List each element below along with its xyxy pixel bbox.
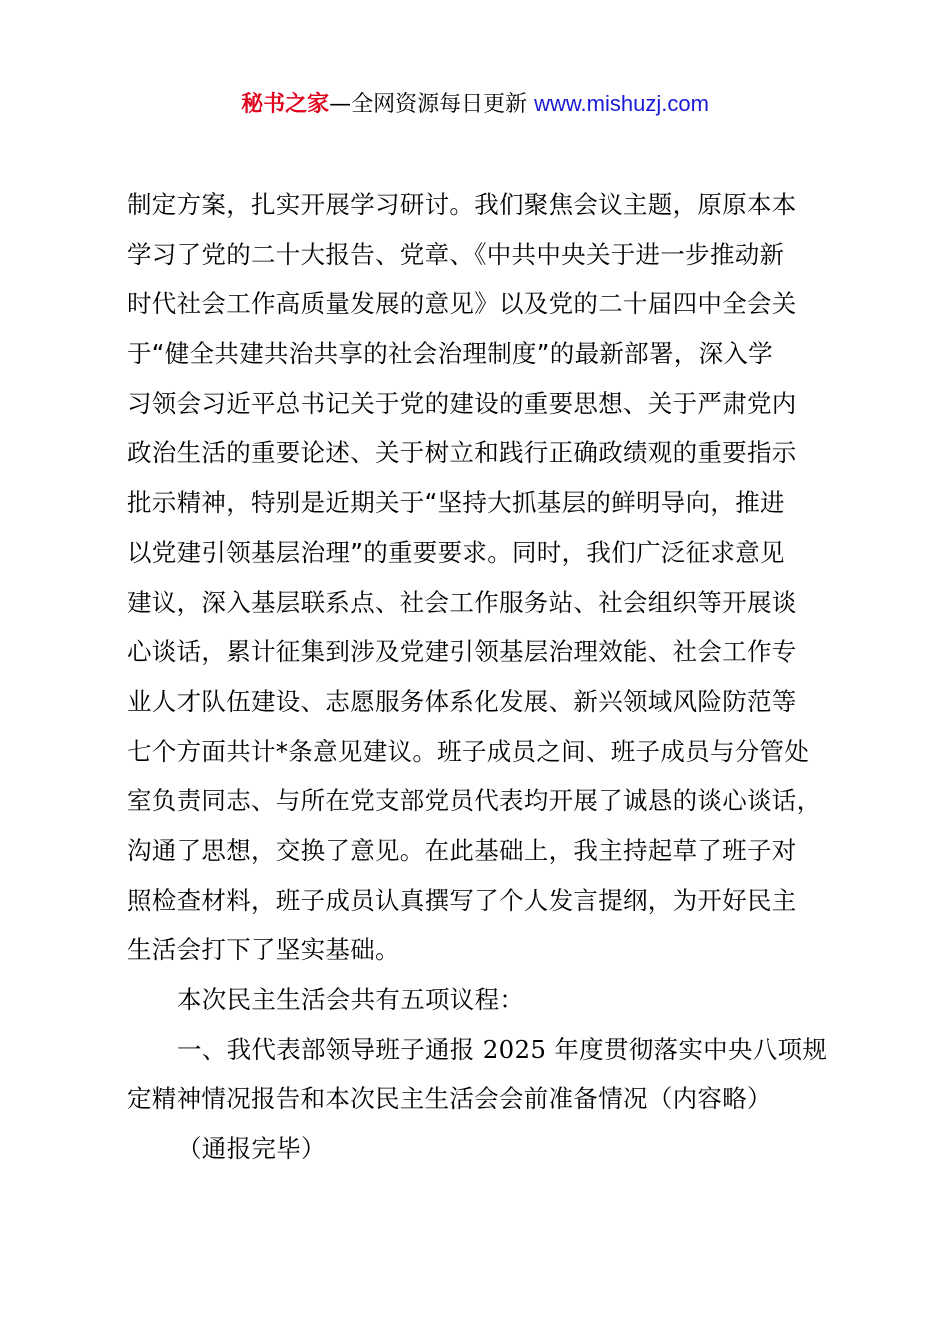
paragraph-line: 习领会习近平总书记关于党的建设的重要思想、关于严肃党内 bbox=[127, 388, 797, 418]
agenda-item-1 bbox=[127, 1025, 839, 1075]
page-header bbox=[0, 88, 950, 121]
document-body bbox=[127, 180, 839, 1174]
paragraph-line: 时代社会工作高质量发展的意见》以及党的二十届四中全会关 bbox=[127, 289, 797, 319]
paragraph-line: 室负责同志、与所在党支部党员代表均开展了诚恳的谈心谈话， bbox=[127, 786, 822, 816]
agenda-item-1-rest: 年度贯彻落实中央八项规 bbox=[546, 1034, 828, 1064]
paragraph-line: 以党建引领基层治理”的重要要求。同时，我们广泛征求意见 bbox=[127, 537, 785, 567]
paragraph-line: 于“健全共建共治共享的社会治理制度”的最新部署，深入学 bbox=[127, 339, 773, 369]
paragraph-line: 七个方面共计*条意见建议。班子成员之间、班子成员与分管处 bbox=[127, 736, 810, 766]
agenda-item-1-year: 2025 bbox=[482, 1034, 547, 1064]
header-tagline: —全网资源每日更新 bbox=[329, 92, 528, 117]
paragraph-line: 建议，深入基层联系点、社会工作服务站、社会组织等开展谈 bbox=[127, 587, 797, 617]
agenda-item-1-line2: 定精神情况报告和本次民主生活会会前准备情况（内容略） bbox=[127, 1084, 772, 1114]
paragraph-line: 业人才队伍建设、志愿服务体系化发展、新兴领域风险防范等 bbox=[127, 686, 797, 716]
paragraph-line: 照检查材料，班子成员认真撰写了个人发言提纲，为开好民主 bbox=[127, 885, 797, 915]
paragraph-line: 学习了党的二十大报告、党章、《中共中央关于进一步推动新 bbox=[127, 239, 785, 269]
header-url[interactable]: www.mishuzj.com bbox=[534, 91, 709, 116]
agenda-item-1-prefix: 一、我代表部领导班子通报 bbox=[177, 1034, 483, 1064]
paragraph-line: 政治生活的重要论述、关于树立和践行正确政绩观的重要指示 bbox=[127, 438, 797, 468]
paragraph-line: 批示精神，特别是近期关于“坚持大抓基层的鲜明导向，推进 bbox=[127, 488, 785, 518]
paragraph-line: 制定方案，扎实开展学习研讨。我们聚焦会议主题，原原本本 bbox=[127, 190, 797, 219]
header-brand: 秘书之家 bbox=[241, 92, 330, 117]
paragraph-line: 生活会打下了坚实基础。 bbox=[127, 935, 400, 965]
agenda-intro: 本次民主生活会共有五项议程： bbox=[177, 985, 525, 1014]
paragraph-line: 心谈话，累计征集到涉及党建引领基层治理效能、社会工作专 bbox=[127, 637, 797, 667]
paragraph-line: 沟通了思想，交换了意见。在此基础上，我主持起草了班子对 bbox=[127, 835, 797, 865]
report-note: （通报完毕） bbox=[177, 1134, 326, 1164]
